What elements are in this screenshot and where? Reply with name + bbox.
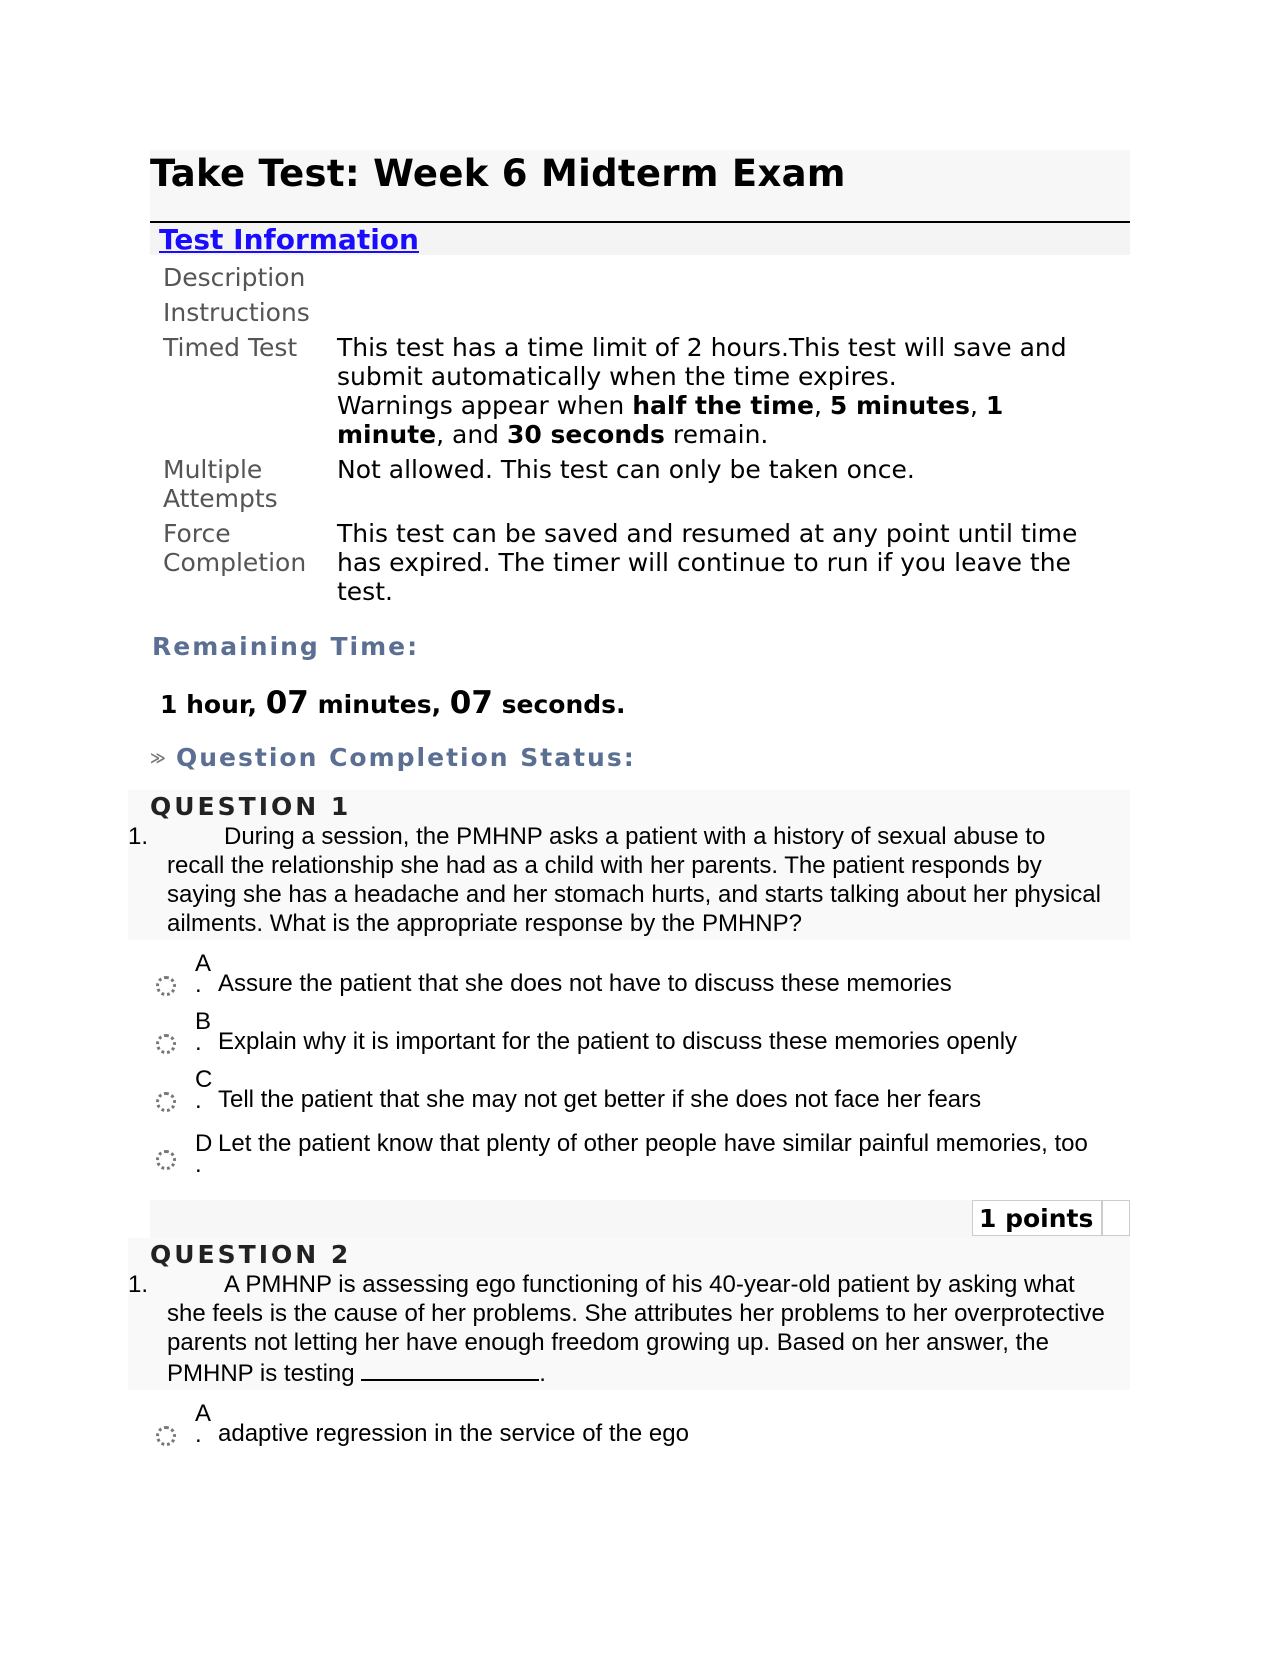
answer-list [150, 1400, 1130, 1458]
radio-button[interactable] [156, 976, 176, 996]
info-label: Force Completion [163, 519, 307, 577]
answer-text: Let the patient know that plenty of other people have similar painful memories, too [218, 1130, 1088, 1157]
answer-text: Tell the patient that she may not get better if she does not face her fears [218, 1086, 982, 1113]
fill-in-blank [361, 1357, 539, 1381]
question-text: 1. During a session, the PMHNP asks a patient with a history of sexual abuse to recall the relationship she had as a child with her parents. The patient responds by saying she has a headache and her stomach hurts, and starts talking about her physical ailments. What is the appropriate response by the PMHNP? [128, 823, 1101, 937]
test-page [128, 150, 1130, 1458]
remaining-time-value: 1 hour, 07 minutes, 07 seconds. [160, 685, 626, 721]
answer-letter: B . [195, 1008, 212, 1056]
test-information-table [150, 263, 1130, 606]
timed-test-warnings: Warnings appear when half the time, 5 minutes, 1 minute, and 30 seconds remain. [337, 391, 1004, 449]
info-label: Instructions [163, 298, 310, 327]
info-row-instructions [150, 298, 1130, 327]
info-value: Not allowed. This test can only be taken once. [337, 455, 915, 484]
question-1-header [128, 790, 1130, 940]
page-title: Take Test: Week 6 Midterm Exam [150, 152, 846, 195]
question-title: QUESTION 2 [150, 1240, 352, 1269]
info-value [337, 298, 1097, 327]
answer-letter: A . [195, 950, 212, 998]
test-information-link[interactable]: Test Information [159, 223, 419, 256]
info-row-force-completion [150, 519, 1130, 606]
timed-test-description: This test has a time limit of 2 hours.This test will save and submit automatically when the time expires. [337, 333, 1067, 391]
radio-button[interactable] [156, 1034, 176, 1054]
info-row-timed-test [150, 333, 1130, 449]
answer-option-a[interactable] [150, 950, 1130, 1008]
points-badge: 1 points [972, 1200, 1102, 1236]
test-information-header [150, 223, 1130, 255]
answer-option-b[interactable] [150, 1008, 1130, 1066]
question-2-header [128, 1238, 1130, 1390]
answer-text: Explain why it is important for the patient to discuss these memories openly [218, 1028, 1018, 1055]
answer-letter: C . [195, 1066, 213, 1114]
question-completion-status-toggle[interactable] [150, 743, 1130, 772]
question-number: 1. [128, 1271, 149, 1298]
answer-list [150, 950, 1130, 1186]
info-value: This test can be saved and resumed at any point until time has expired. The timer will continue to run if you leave the test. [337, 519, 1078, 606]
info-value [337, 263, 1097, 292]
question-text: 1. A PMHNP is assessing ego functioning of his 40-year-old patient by asking what she feels is the cause of her problems. She attributes her problems to her overprotective parents not letting her have enough freedom growing up. Based on her answer, the PMHNP is testing . [128, 1271, 1105, 1387]
title-bar [150, 150, 1130, 223]
answer-option-d[interactable] [150, 1124, 1130, 1186]
answer-letter: A . [195, 1400, 212, 1448]
question-number: 1. [128, 823, 149, 850]
info-label: Timed Test [163, 333, 298, 362]
info-label: Multiple Attempts [163, 455, 278, 513]
info-label: Description [163, 263, 306, 292]
question-2 [128, 1238, 1130, 1458]
question-completion-status-label: Question Completion Status: [176, 743, 636, 772]
answer-option-c[interactable] [150, 1066, 1130, 1124]
answer-letter: D . [195, 1130, 213, 1178]
answer-text: adaptive regression in the service of the ego [218, 1420, 689, 1447]
points-spacer [1102, 1200, 1130, 1236]
points-row [150, 1200, 1130, 1238]
radio-button[interactable] [156, 1092, 176, 1112]
question-1 [128, 790, 1130, 1238]
question-title: QUESTION 1 [150, 792, 352, 821]
chevron-down-icon: ≫ [150, 748, 166, 767]
answer-option-a[interactable] [150, 1400, 1130, 1458]
radio-button[interactable] [156, 1150, 176, 1170]
radio-button[interactable] [156, 1426, 176, 1446]
answer-text: Assure the patient that she does not have to discuss these memories [218, 970, 952, 997]
info-row-description [150, 263, 1130, 292]
info-row-multiple-attempts [150, 455, 1130, 513]
remaining-time-label: Remaining Time: [152, 632, 420, 661]
info-value [337, 333, 1097, 449]
